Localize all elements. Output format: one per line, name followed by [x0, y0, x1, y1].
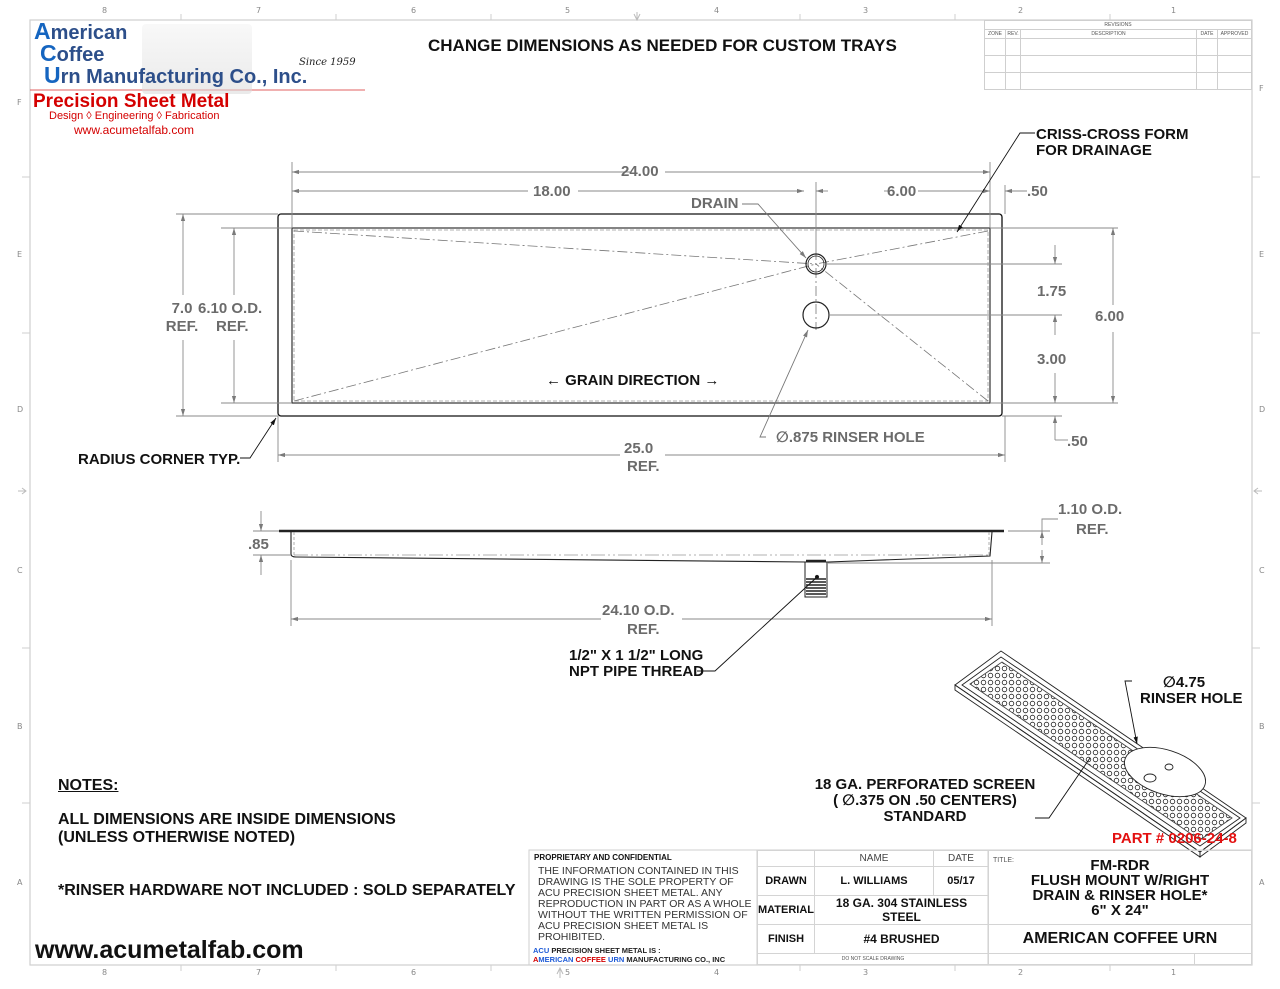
part-number: PART # 0206-24-8 [1112, 830, 1237, 847]
dim-od-length: 24.10 O.D. [602, 602, 675, 619]
revision-row [985, 56, 1252, 73]
rev-col-approved: APPROVED [1218, 30, 1252, 39]
tb-drawn-label: DRAWN [757, 866, 815, 896]
iso-rinser-label: RINSER HOLE [1140, 690, 1243, 707]
zone-right-d: D [1259, 405, 1266, 414]
tb-finish-value: #4 BRUSHED [814, 924, 989, 954]
tb-drawn-date: 05/17 [933, 866, 989, 896]
logo-division: Precision Sheet Metal [33, 91, 230, 112]
tb-company: AMERICAN COFFEE URN [988, 924, 1252, 954]
tb-material-value: 18 GA. 304 STAINLESS STEEL [814, 895, 989, 925]
tb-title-line-2: FLUSH MOUNT W/RIGHT [1030, 871, 1210, 889]
tb-title-line-1: FM-RDR [1090, 856, 1150, 874]
proprietary-body: THE INFORMATION CONTAINED IN THIS DRAWING IS THE SOLE PROPERTY OF ACU PRECISION SHEET METAL. ANY REPRODUCTION IN PART OR AS A WHOLE WITHOUT THE WRITTEN PERMISSION OF ACU PRECISION SHEET METAL IS PROHIBITED. [538, 865, 752, 943]
rev-col-date: DATE [1197, 30, 1218, 39]
revision-row [985, 39, 1252, 56]
dim-outside-height-ref: REF. [165, 318, 199, 335]
dim-drain-to-rinser: 1.75 [1037, 283, 1067, 300]
tb-blank-bottom-left [988, 953, 1195, 965]
zone-top-4: 4 [714, 6, 720, 15]
dim-drain-from-right: 6.00 [887, 183, 917, 200]
zone-top-2: 2 [1018, 6, 1024, 15]
npt-pipe [805, 561, 827, 597]
zone-top-1: 1 [1171, 6, 1177, 15]
zone-top-6: 6 [411, 6, 417, 15]
dim-od-height: 6.10 O.D. [198, 300, 263, 317]
revisions-title: REVISIONS [985, 21, 1252, 30]
dim-overall-inside-length: 24.00 [621, 163, 659, 180]
rinser-hole-label: ∅.875 RINSER HOLE [776, 429, 925, 446]
dim-inside-height: 6.00 [1095, 308, 1125, 325]
criss-cross-label-2: FOR DRAINAGE [1036, 142, 1152, 159]
note-1-line-1: ALL DIMENSIONS ARE INSIDE DIMENSIONS [58, 811, 396, 828]
dim-rinser-to-bottom: 3.00 [1037, 351, 1067, 368]
note-1-line-2: (UNLESS OTHERWISE NOTED) [58, 829, 296, 846]
zone-top-7: 7 [256, 6, 262, 15]
dim-outside-height: 7.0 [171, 300, 193, 317]
pipe-thread-label-1: 1/2" X 1 1/2" LONG [569, 647, 704, 664]
top-view-leaders [240, 133, 1035, 458]
logo-line-urn: Urn Manufacturing Co., Inc. [44, 62, 308, 88]
pipe-leader [697, 578, 816, 671]
dim-outside-length-ref: REF. [627, 458, 660, 475]
zone-right-a: A [1259, 878, 1265, 887]
dim-outside-length: 25.0 [624, 440, 654, 457]
tb-title [988, 850, 1252, 925]
zone-top-8: 8 [102, 6, 108, 15]
rev-col-zone: ZONE [985, 30, 1006, 39]
tb-blank-bottom-right [1194, 953, 1252, 965]
zone-top-3: 3 [863, 6, 869, 15]
zone-bottom-8: 8 [102, 968, 108, 977]
grain-direction-label: ← GRAIN DIRECTION → [546, 372, 720, 389]
rev-col-description: DESCRIPTION [1021, 30, 1197, 39]
tb-name-header: NAME [814, 850, 934, 867]
header-note: CHANGE DIMENSIONS AS NEEDED FOR CUSTOM TRAYS [428, 36, 897, 55]
tb-title-line-3: DRAIN & RINSER HOLE* [1032, 886, 1208, 904]
proprietary-footer-2: AMERICAN COFFEE URN MANUFACTURING CO., INC [533, 955, 726, 964]
dim-flange-right: .50 [1027, 183, 1048, 200]
zone-bottom-3: 3 [863, 968, 869, 977]
zone-bottom-5: 5 [565, 968, 571, 977]
side-view-outline [279, 531, 1004, 562]
dim-od-depth: 1.10 O.D. [1058, 501, 1123, 518]
zone-right-c: C [1259, 566, 1265, 575]
tb-finish-label: FINISH [757, 924, 815, 954]
drain-label: DRAIN [691, 195, 739, 212]
dim-od-depth-ref: REF. [1076, 521, 1109, 538]
tb-date-header: DATE [933, 850, 989, 867]
screen-label-2: ( ∅.375 ON .50 CENTERS) [833, 792, 1017, 809]
dim-od-length-ref: REF. [627, 621, 660, 638]
dim-drain-from-left: 18.00 [533, 183, 571, 200]
dim-depth: .85 [248, 536, 269, 553]
proprietary-heading: PROPRIETARY AND CONFIDENTIAL [534, 853, 672, 862]
dim-od-height-ref: REF. [216, 318, 249, 335]
zone-bottom-2: 2 [1018, 968, 1024, 977]
tb-drawn-name: L. WILLIAMS [814, 866, 934, 896]
revision-row [985, 73, 1252, 90]
note-2: *RINSER HARDWARE NOT INCLUDED : SOLD SEPARATELY [58, 882, 516, 899]
screen-label-1: 18 GA. PERFORATED SCREEN [814, 776, 1036, 793]
dim-flange-bottom: .50 [1067, 433, 1088, 450]
proprietary-footer-1: ACU PRECISION SHEET METAL IS : [533, 946, 661, 955]
criss-cross-label-1: CRISS-CROSS FORM [1036, 126, 1189, 143]
rev-col-rev: REV. [1007, 31, 1019, 37]
zone-bottom-1: 1 [1171, 968, 1177, 977]
zone-bottom-7: 7 [256, 968, 262, 977]
zone-top-5: 5 [565, 6, 571, 15]
logo-line-coffee: Coffee [40, 40, 105, 66]
tb-title-label: TITLE: [993, 857, 1015, 864]
zone-left-b: B [17, 722, 23, 731]
zone-left-d: D [17, 405, 24, 414]
logo-url[interactable]: www.acumetalfab.com [74, 123, 195, 137]
radius-corner-label: RADIUS CORNER TYP. [78, 451, 241, 468]
zone-left-a: A [17, 878, 23, 887]
tb-blank-header [757, 850, 815, 867]
logo-line-american: American [34, 18, 128, 44]
pipe-thread-label-2: NPT PIPE THREAD [569, 663, 705, 680]
website-link[interactable]: www.acumetalfab.com [35, 936, 304, 964]
iso-rinser-diameter: ∅4.75 [1163, 674, 1206, 691]
logo-services: Design ◊ Engineering ◊ Fabrication [49, 110, 220, 122]
logo-since: Since 1959 [299, 57, 356, 68]
zone-bottom-4: 4 [714, 968, 720, 977]
zone-bottom-6: 6 [411, 968, 417, 977]
screen-label-3: STANDARD [883, 808, 967, 825]
zone-left-f: F [17, 98, 22, 107]
revisions-table [984, 20, 1252, 90]
tb-material-label: MATERIAL [757, 895, 815, 925]
zone-right-f: F [1259, 84, 1264, 93]
zone-left-e: E [17, 250, 23, 259]
top-view-dimensions [176, 162, 1118, 462]
tb-do-not-scale: DO NOT SCALE DRAWING [757, 953, 989, 965]
zone-left-c: C [17, 566, 23, 575]
zone-right-b: B [1259, 722, 1265, 731]
notes-heading: NOTES: [58, 777, 119, 794]
tb-title-line-4: 6" X 24" [1091, 901, 1149, 919]
zone-right-e: E [1259, 250, 1265, 259]
